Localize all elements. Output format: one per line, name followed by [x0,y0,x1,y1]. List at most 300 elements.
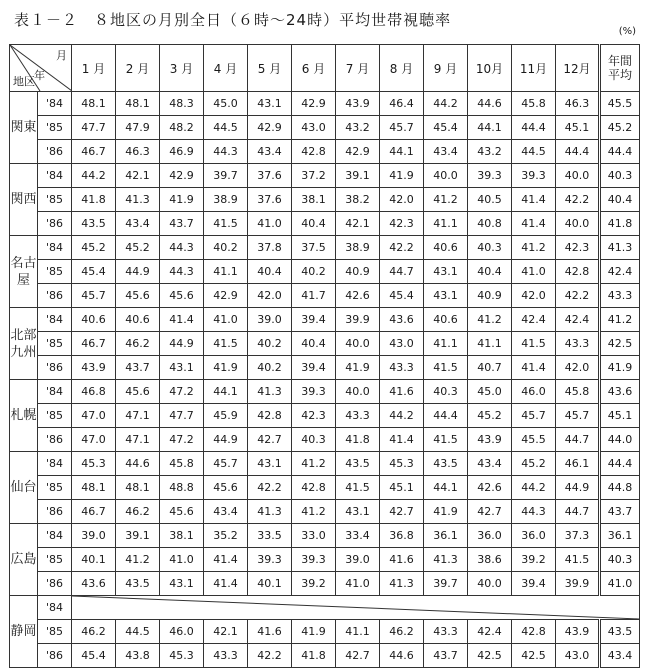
value-cell: 42.2 [248,644,292,668]
value-cell: 43.2 [468,140,512,164]
value-cell: 45.5 [512,428,556,452]
month-header: 2 月 [116,45,160,92]
value-cell: 41.3 [116,188,160,212]
year-cell: '86 [38,428,72,452]
table-row [10,212,640,236]
annual-average-cell: 40.4 [600,188,640,212]
year-cell: '86 [38,572,72,596]
value-cell: 40.4 [248,260,292,284]
value-cell: 45.8 [160,452,204,476]
value-cell: 47.0 [72,404,116,428]
value-cell: 46.4 [380,92,424,116]
value-cell: 38.9 [204,188,248,212]
value-cell: 42.2 [248,476,292,500]
value-cell: 38.1 [292,188,336,212]
value-cell: 42.1 [204,620,248,644]
value-cell: 45.6 [204,476,248,500]
value-cell: 39.3 [512,164,556,188]
value-cell: 45.9 [204,404,248,428]
table-row [10,236,640,260]
value-cell: 43.1 [248,452,292,476]
value-cell: 43.4 [424,140,468,164]
value-cell: 42.7 [248,428,292,452]
value-cell: 45.6 [116,284,160,308]
annual-average-cell: 45.5 [600,92,640,116]
value-cell: 33.0 [292,524,336,548]
value-cell: 41.4 [512,188,556,212]
value-cell: 33.5 [248,524,292,548]
value-cell: 48.1 [72,92,116,116]
table-row [10,164,640,188]
value-cell: 43.7 [116,356,160,380]
no-data-diagonal [72,596,640,619]
year-cell: '86 [38,356,72,380]
table-row [10,140,640,164]
value-cell: 44.9 [116,260,160,284]
value-cell: 41.3 [380,572,424,596]
value-cell: 40.3 [292,428,336,452]
value-cell: 45.7 [72,284,116,308]
value-cell: 42.5 [468,644,512,668]
value-cell: 43.4 [248,140,292,164]
value-cell: 44.5 [204,116,248,140]
month-header: 3 月 [160,45,204,92]
value-cell: 47.0 [72,428,116,452]
value-cell: 41.4 [512,212,556,236]
month-header: 6 月 [292,45,336,92]
value-cell: 40.2 [204,236,248,260]
value-cell: 41.9 [336,356,380,380]
value-cell: 45.7 [556,404,600,428]
value-cell: 43.5 [424,452,468,476]
table-row [10,644,640,668]
year-cell: '86 [38,500,72,524]
value-cell: 44.9 [204,428,248,452]
value-cell: 47.7 [160,404,204,428]
table-row [10,188,640,212]
value-cell: 48.1 [72,476,116,500]
value-cell: 43.3 [336,404,380,428]
corner-header [10,45,72,92]
value-cell: 40.4 [292,332,336,356]
value-cell: 44.5 [512,140,556,164]
value-cell: 39.7 [424,572,468,596]
value-cell: 44.1 [468,116,512,140]
value-cell: 41.0 [204,308,248,332]
table-row [10,524,640,548]
year-cell: '85 [38,188,72,212]
value-cell: 41.4 [512,356,556,380]
value-cell: 44.4 [424,404,468,428]
value-cell: 44.7 [556,500,600,524]
value-cell: 43.3 [556,332,600,356]
value-cell: 41.7 [292,284,336,308]
region-name: 関西 [10,164,38,236]
value-cell: 39.4 [292,308,336,332]
table-row [10,308,640,332]
region-name: 名古屋 [10,236,38,308]
value-cell: 45.6 [116,380,160,404]
value-cell: 42.9 [336,140,380,164]
value-cell: 43.4 [204,500,248,524]
value-cell: 41.1 [424,332,468,356]
value-cell: 43.9 [336,92,380,116]
value-cell: 39.9 [556,572,600,596]
value-cell: 43.1 [424,260,468,284]
value-cell: 45.7 [380,116,424,140]
month-header: 7 月 [336,45,380,92]
value-cell: 42.0 [380,188,424,212]
value-cell: 39.3 [292,548,336,572]
year-cell: '84 [38,92,72,116]
value-cell: 37.3 [556,524,600,548]
annual-average-cell: 42.4 [600,260,640,284]
value-cell: 41.1 [468,332,512,356]
value-cell: 36.0 [512,524,556,548]
table-row [10,620,640,644]
year-cell: '86 [38,140,72,164]
value-cell: 41.6 [248,620,292,644]
value-cell: 46.3 [116,140,160,164]
month-header: 5 月 [248,45,292,92]
value-cell: 43.9 [72,356,116,380]
value-cell: 42.9 [204,284,248,308]
value-cell: 42.6 [468,476,512,500]
value-cell: 41.9 [380,164,424,188]
value-cell: 44.6 [380,644,424,668]
table-row [10,596,640,620]
value-cell: 48.2 [160,116,204,140]
value-cell: 41.5 [204,332,248,356]
value-cell: 41.3 [248,500,292,524]
value-cell: 44.7 [380,260,424,284]
value-cell: 46.9 [160,140,204,164]
year-cell: '84 [38,524,72,548]
value-cell: 41.5 [556,548,600,572]
value-cell: 37.6 [248,188,292,212]
annual-average-cell: 43.4 [600,644,640,668]
value-cell: 45.4 [72,644,116,668]
value-cell: 41.0 [512,260,556,284]
value-cell: 39.3 [468,164,512,188]
value-cell: 46.0 [512,380,556,404]
value-cell: 47.1 [116,404,160,428]
annual-average-header: 年間 平均 [600,45,640,92]
value-cell: 46.0 [160,620,204,644]
annual-average-cell: 40.3 [600,164,640,188]
table-row [10,500,640,524]
value-cell: 41.4 [204,548,248,572]
annual-average-cell: 41.3 [600,236,640,260]
value-cell: 38.2 [336,188,380,212]
value-cell: 40.8 [468,212,512,236]
annual-average-cell: 45.2 [600,116,640,140]
value-cell: 46.7 [72,332,116,356]
value-cell: 38.1 [160,524,204,548]
value-cell: 48.3 [160,92,204,116]
region-name: 広島 [10,524,38,596]
value-cell: 41.5 [424,428,468,452]
value-cell: 43.0 [292,116,336,140]
value-cell: 45.3 [72,452,116,476]
value-cell: 41.6 [380,380,424,404]
value-cell: 42.0 [556,356,600,380]
value-cell: 42.8 [292,140,336,164]
value-cell: 42.8 [248,404,292,428]
region-name: 静岡 [10,596,38,668]
value-cell: 43.4 [116,212,160,236]
value-cell: 40.0 [336,332,380,356]
table-row [10,572,640,596]
annual-average-cell: 44.4 [600,452,640,476]
value-cell: 40.2 [248,356,292,380]
annual-average-cell: 36.1 [600,524,640,548]
table-row [10,548,640,572]
value-cell: 45.4 [424,116,468,140]
value-cell: 40.3 [424,380,468,404]
value-cell: 46.2 [380,620,424,644]
value-cell: 47.2 [160,428,204,452]
annual-average-cell: 44.0 [600,428,640,452]
value-cell: 42.3 [556,236,600,260]
year-cell: '85 [38,116,72,140]
table-row [10,452,640,476]
value-cell: 41.4 [380,428,424,452]
ratings-table [9,44,640,668]
value-cell: 43.5 [72,212,116,236]
table-row [10,332,640,356]
value-cell: 41.2 [512,236,556,260]
value-cell: 40.2 [292,260,336,284]
value-cell: 42.6 [336,284,380,308]
value-cell: 36.0 [468,524,512,548]
value-cell: 40.0 [468,572,512,596]
value-cell: 41.2 [292,452,336,476]
value-cell: 44.3 [204,140,248,164]
header-row [10,45,640,92]
value-cell: 45.0 [204,92,248,116]
value-cell: 46.2 [116,332,160,356]
value-cell: 46.8 [72,380,116,404]
value-cell: 41.9 [292,620,336,644]
value-cell: 44.2 [512,476,556,500]
value-cell: 42.1 [336,212,380,236]
value-cell: 40.3 [468,236,512,260]
annual-average-cell: 45.1 [600,404,640,428]
month-header: 4 月 [204,45,248,92]
value-cell: 43.7 [424,644,468,668]
value-cell: 42.7 [468,500,512,524]
value-cell: 41.0 [336,572,380,596]
value-cell: 41.9 [160,188,204,212]
value-cell: 41.2 [424,188,468,212]
value-cell: 41.9 [204,356,248,380]
value-cell: 46.7 [72,500,116,524]
value-cell: 41.3 [424,548,468,572]
value-cell: 42.8 [512,620,556,644]
year-cell: '84 [38,380,72,404]
table-row [10,380,640,404]
value-cell: 39.0 [72,524,116,548]
value-cell: 42.0 [248,284,292,308]
value-cell: 47.7 [72,116,116,140]
value-cell: 44.4 [512,116,556,140]
annual-average-cell: 44.8 [600,476,640,500]
value-cell: 40.1 [248,572,292,596]
value-cell: 46.3 [556,92,600,116]
year-cell: '85 [38,332,72,356]
value-cell: 44.6 [468,92,512,116]
region-name: 関東 [10,92,38,164]
value-cell: 39.2 [512,548,556,572]
value-cell: 42.8 [292,476,336,500]
value-cell: 43.1 [160,572,204,596]
table-title: 表１－２ ８地区の月別全日（６時～24時）平均世帯視聴率 [14,11,452,29]
value-cell: 42.9 [248,116,292,140]
value-cell: 42.9 [160,164,204,188]
value-cell: 40.0 [336,380,380,404]
value-cell: 41.0 [160,548,204,572]
value-cell: 39.0 [336,548,380,572]
value-cell: 43.5 [336,452,380,476]
value-cell: 44.2 [424,92,468,116]
value-cell: 48.1 [116,92,160,116]
region-name: 北部九州 [10,308,38,380]
year-cell: '86 [38,212,72,236]
annual-average-cell: 43.7 [600,500,640,524]
value-cell: 43.7 [160,212,204,236]
value-cell: 43.4 [468,452,512,476]
value-cell: 45.1 [380,476,424,500]
value-cell: 40.9 [468,284,512,308]
month-header: 9 月 [424,45,468,92]
value-cell: 40.7 [468,356,512,380]
value-cell: 48.1 [116,476,160,500]
value-cell: 43.3 [204,644,248,668]
table-row [10,260,640,284]
value-cell: 42.2 [556,284,600,308]
annual-average-cell: 43.5 [600,620,640,644]
value-cell: 39.4 [292,356,336,380]
year-cell: '84 [38,164,72,188]
year-cell: '86 [38,284,72,308]
value-cell: 45.2 [468,404,512,428]
value-cell: 43.6 [72,572,116,596]
value-cell: 45.3 [160,644,204,668]
value-cell: 40.6 [424,236,468,260]
year-cell: '85 [38,260,72,284]
annual-average-cell: 41.9 [600,356,640,380]
value-cell: 40.1 [72,548,116,572]
month-header: 1 月 [72,45,116,92]
value-cell: 41.5 [204,212,248,236]
value-cell: 41.4 [160,308,204,332]
value-cell: 38.6 [468,548,512,572]
value-cell: 44.2 [380,404,424,428]
value-cell: 46.7 [72,140,116,164]
table-row [10,476,640,500]
month-header: 8 月 [380,45,424,92]
value-cell: 42.4 [512,308,556,332]
value-cell: 47.1 [116,428,160,452]
annual-average-cell: 43.6 [600,380,640,404]
value-cell: 43.3 [424,620,468,644]
month-header: 11月 [512,45,556,92]
value-cell: 33.4 [336,524,380,548]
year-cell: '84 [38,596,72,620]
value-cell: 48.8 [160,476,204,500]
month-header: 12月 [556,45,600,92]
value-cell: 41.4 [204,572,248,596]
year-cell: '86 [38,644,72,668]
value-cell: 39.3 [292,380,336,404]
annual-average-cell: 41.8 [600,212,640,236]
value-cell: 41.2 [468,308,512,332]
value-cell: 41.8 [72,188,116,212]
table-row [10,284,640,308]
value-cell: 41.5 [512,332,556,356]
year-cell: '85 [38,476,72,500]
value-cell: 46.2 [116,500,160,524]
value-cell: 44.5 [116,620,160,644]
annual-average-cell: 43.3 [600,284,640,308]
value-cell: 41.5 [424,356,468,380]
value-cell: 41.0 [248,212,292,236]
value-cell: 45.2 [72,236,116,260]
value-cell: 37.5 [292,236,336,260]
corner-month-label: 月 [56,49,67,62]
unit-label: (%) [618,26,636,37]
value-cell: 40.4 [468,260,512,284]
year-cell: '85 [38,620,72,644]
value-cell: 45.4 [72,260,116,284]
value-cell: 41.6 [380,548,424,572]
table-row [10,92,640,116]
value-cell: 43.2 [336,116,380,140]
value-cell: 40.6 [116,308,160,332]
value-cell: 38.9 [336,236,380,260]
value-cell: 41.3 [248,380,292,404]
value-cell: 44.9 [160,332,204,356]
value-cell: 40.6 [72,308,116,332]
value-cell: 42.2 [556,188,600,212]
value-cell: 39.1 [116,524,160,548]
value-cell: 45.1 [556,116,600,140]
value-cell: 39.4 [512,572,556,596]
value-cell: 43.0 [556,644,600,668]
value-cell: 41.8 [292,644,336,668]
value-cell: 43.1 [248,92,292,116]
year-cell: '85 [38,404,72,428]
value-cell: 40.2 [248,332,292,356]
value-cell: 45.6 [160,500,204,524]
value-cell: 44.1 [204,380,248,404]
value-cell: 41.5 [336,476,380,500]
region-name: 札幌 [10,380,38,452]
value-cell: 45.8 [512,92,556,116]
value-cell: 43.3 [380,356,424,380]
value-cell: 45.7 [512,404,556,428]
value-cell: 43.1 [424,284,468,308]
value-cell: 42.4 [468,620,512,644]
value-cell: 40.0 [556,212,600,236]
value-cell: 44.3 [160,236,204,260]
value-cell: 42.0 [512,284,556,308]
value-cell: 35.2 [204,524,248,548]
value-cell: 39.3 [248,548,292,572]
value-cell: 44.7 [556,428,600,452]
annual-average-cell: 41.2 [600,308,640,332]
